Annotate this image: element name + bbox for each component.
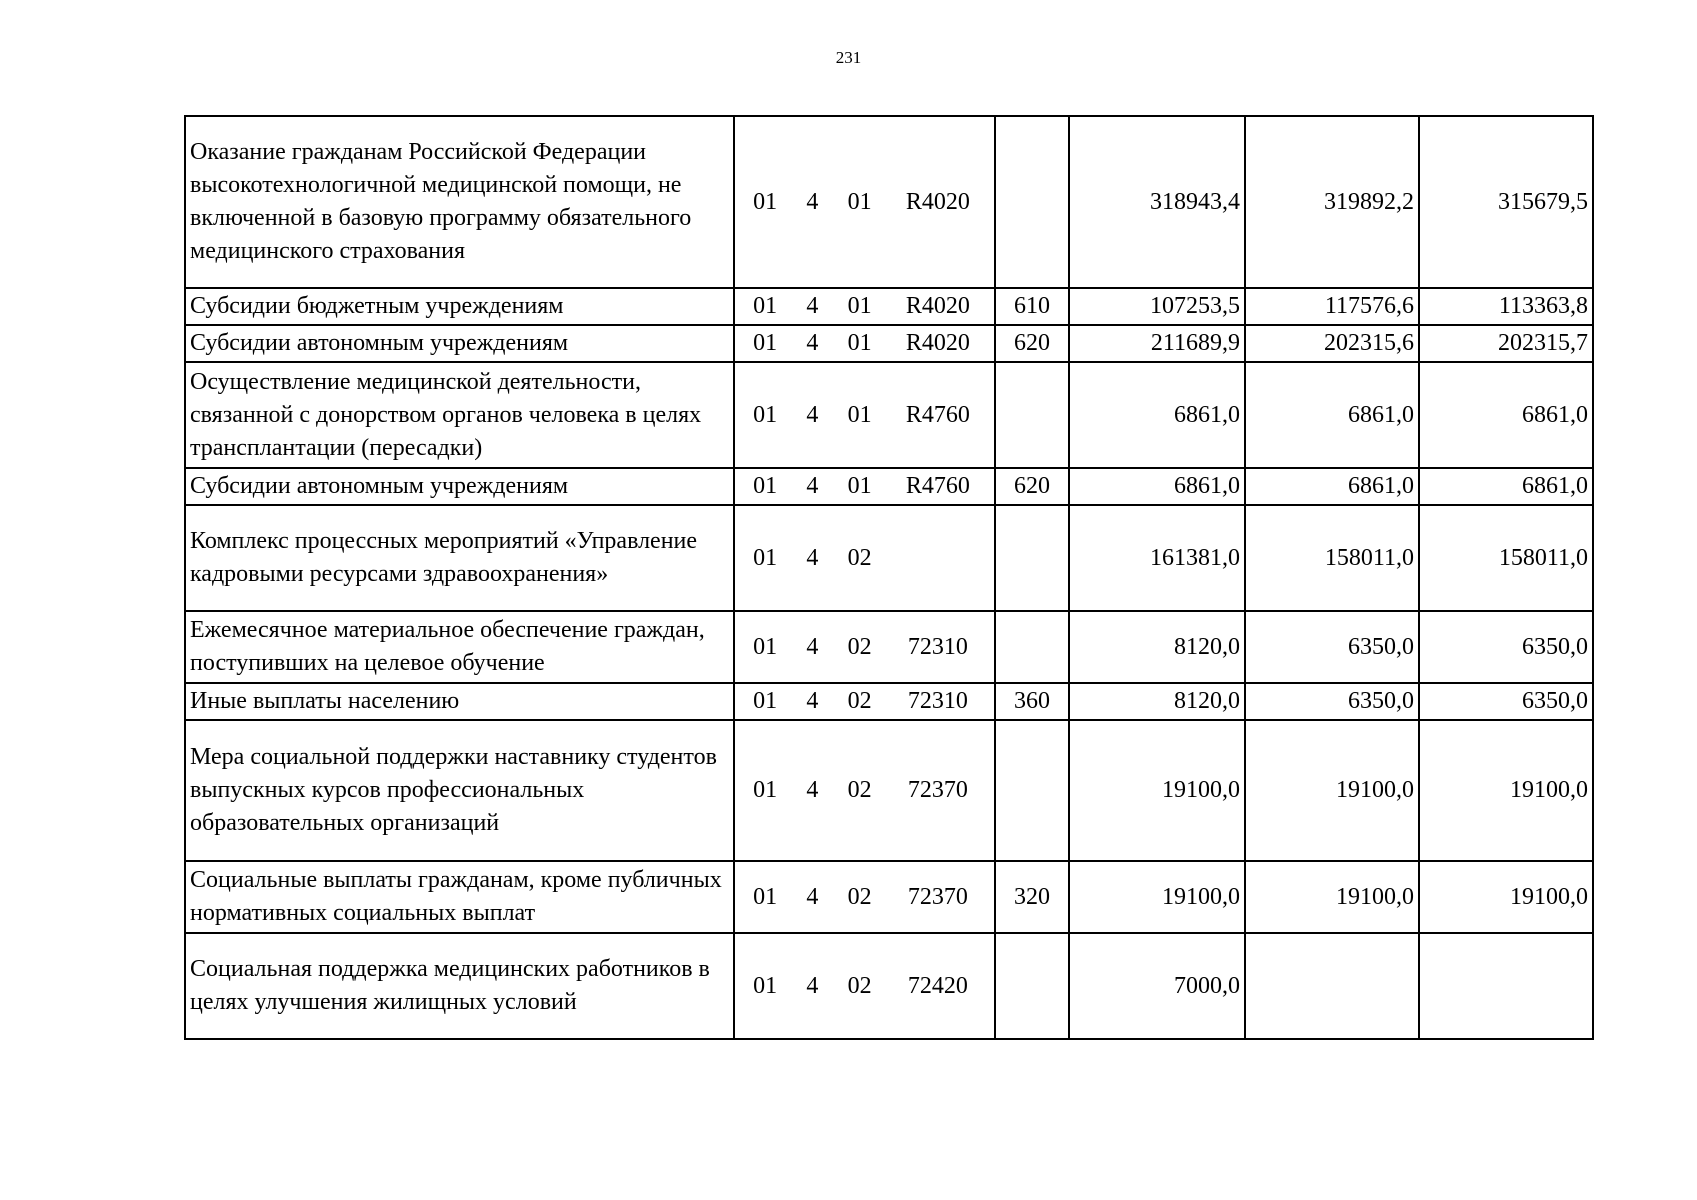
main-event-code: 02 bbox=[847, 633, 872, 660]
row-code-cell bbox=[734, 933, 995, 1039]
amount-year3-cell bbox=[1419, 933, 1593, 1039]
main-event-code: 02 bbox=[847, 972, 872, 999]
expense-type-cell: 620 bbox=[995, 325, 1069, 362]
budget-table bbox=[184, 115, 1594, 1040]
amount-year2-cell: 319892,2 bbox=[1245, 116, 1419, 288]
row-name-cell: Иные выплаты населению bbox=[185, 683, 734, 720]
table-row bbox=[185, 362, 1593, 468]
subprogram-code: 4 bbox=[806, 401, 819, 428]
amount-year1-cell: 6861,0 bbox=[1069, 362, 1245, 468]
amount-year3-cell: 6861,0 bbox=[1419, 362, 1593, 468]
main-event-code: 02 bbox=[847, 777, 872, 803]
main-event-code: 02 bbox=[847, 544, 872, 571]
row-name-cell: Мера социальной поддержки наставнику студентов выпускных курсов профессиональных образовательных организаций bbox=[185, 720, 734, 861]
amount-year2-cell: 6861,0 bbox=[1245, 362, 1419, 468]
amount-year2-cell: 19100,0 bbox=[1245, 720, 1419, 861]
main-event-code: 01 bbox=[847, 330, 872, 356]
program-code: 01 bbox=[753, 633, 778, 660]
program-code: 01 bbox=[753, 401, 778, 428]
main-event-code: 02 bbox=[847, 688, 872, 714]
program-code: 01 bbox=[753, 544, 778, 571]
subprogram-code: 4 bbox=[806, 972, 819, 999]
amount-year2-cell: 6350,0 bbox=[1245, 611, 1419, 683]
amount-year3-cell: 6350,0 bbox=[1419, 683, 1593, 720]
subprogram-code: 4 bbox=[806, 688, 819, 714]
expense-type-cell bbox=[995, 611, 1069, 683]
program-code: 01 bbox=[753, 293, 778, 319]
amount-year3-cell: 113363,8 bbox=[1419, 288, 1593, 325]
program-code: 01 bbox=[753, 688, 778, 714]
expense-type-cell: 320 bbox=[995, 861, 1069, 933]
program-code: 01 bbox=[753, 883, 778, 910]
expense-type-cell bbox=[995, 505, 1069, 611]
direction-code: 72310 bbox=[907, 633, 968, 660]
row-code-cell bbox=[734, 288, 995, 325]
expense-type-cell bbox=[995, 362, 1069, 468]
program-code: 01 bbox=[753, 473, 778, 499]
row-code-cell bbox=[734, 683, 995, 720]
amount-year2-cell: 19100,0 bbox=[1245, 861, 1419, 933]
table-row bbox=[185, 116, 1593, 288]
row-name-cell: Ежемесячное материальное обеспечение граждан, поступивших на целевое обучение bbox=[185, 611, 734, 683]
table-row bbox=[185, 933, 1593, 1039]
expense-type-cell bbox=[995, 116, 1069, 288]
direction-code: 72420 bbox=[907, 972, 968, 999]
amount-year1-cell: 318943,4 bbox=[1069, 116, 1245, 288]
amount-year1-cell: 211689,9 bbox=[1069, 325, 1245, 362]
row-name-cell: Субсидии автономным учреждениям bbox=[185, 468, 734, 505]
amount-year2-cell: 158011,0 bbox=[1245, 505, 1419, 611]
row-name-cell: Оказание гражданам Российской Федерации высокотехнологичной медицинской помощи, не включенной в базовую программу обязательного медицинского страхования bbox=[185, 116, 734, 288]
direction-code: 72370 bbox=[907, 777, 968, 803]
main-event-code: 01 bbox=[847, 293, 872, 319]
subprogram-code: 4 bbox=[806, 330, 819, 356]
expense-type-cell bbox=[995, 720, 1069, 861]
table-row bbox=[185, 325, 1593, 362]
page-number: 231 bbox=[835, 48, 862, 67]
main-event-code: 02 bbox=[847, 883, 872, 910]
amount-year1-cell: 7000,0 bbox=[1069, 933, 1245, 1039]
amount-year1-cell: 8120,0 bbox=[1069, 611, 1245, 683]
amount-year3-cell: 315679,5 bbox=[1419, 116, 1593, 288]
direction-code: 72370 bbox=[907, 883, 968, 910]
row-code-cell bbox=[734, 116, 995, 288]
amount-year2-cell: 202315,6 bbox=[1245, 325, 1419, 362]
row-name-cell: Социальная поддержка медицинских работников в целях улучшения жилищных условий bbox=[185, 933, 734, 1039]
amount-year3-cell: 6861,0 bbox=[1419, 468, 1593, 505]
expense-type-cell bbox=[995, 933, 1069, 1039]
table-row bbox=[185, 683, 1593, 720]
amount-year3-cell: 202315,7 bbox=[1419, 325, 1593, 362]
direction-code: R4760 bbox=[905, 473, 970, 499]
amount-year3-cell: 19100,0 bbox=[1419, 861, 1593, 933]
expense-type-cell: 360 bbox=[995, 683, 1069, 720]
amount-year2-cell bbox=[1245, 933, 1419, 1039]
amount-year1-cell: 19100,0 bbox=[1069, 720, 1245, 861]
expense-type-cell: 610 bbox=[995, 288, 1069, 325]
amount-year1-cell: 19100,0 bbox=[1069, 861, 1245, 933]
row-name-cell: Осуществление медицинской деятельности, связанной с донорством органов человека в целях трансплантации (пересадки) bbox=[185, 362, 734, 468]
row-name-cell: Субсидии бюджетным учреждениям bbox=[185, 288, 734, 325]
amount-year1-cell: 161381,0 bbox=[1069, 505, 1245, 611]
amount-year3-cell: 6350,0 bbox=[1419, 611, 1593, 683]
table-body bbox=[185, 116, 1593, 1039]
table-row bbox=[185, 505, 1593, 611]
direction-code: R4020 bbox=[905, 330, 970, 356]
row-code-cell bbox=[734, 720, 995, 861]
subprogram-code: 4 bbox=[806, 473, 819, 499]
row-code-cell bbox=[734, 861, 995, 933]
table-row bbox=[185, 288, 1593, 325]
row-code-cell bbox=[734, 611, 995, 683]
direction-code: R4020 bbox=[905, 188, 970, 215]
direction-code: R4760 bbox=[905, 401, 970, 428]
direction-code: R4020 bbox=[905, 293, 970, 319]
subprogram-code: 4 bbox=[806, 293, 819, 319]
subprogram-code: 4 bbox=[806, 544, 819, 571]
amount-year1-cell: 8120,0 bbox=[1069, 683, 1245, 720]
amount-year3-cell: 19100,0 bbox=[1419, 720, 1593, 861]
main-event-code: 01 bbox=[847, 401, 872, 428]
row-code-cell bbox=[734, 362, 995, 468]
program-code: 01 bbox=[753, 777, 778, 803]
subprogram-code: 4 bbox=[806, 633, 819, 660]
amount-year1-cell: 6861,0 bbox=[1069, 468, 1245, 505]
amount-year1-cell: 107253,5 bbox=[1069, 288, 1245, 325]
subprogram-code: 4 bbox=[806, 777, 819, 803]
amount-year2-cell: 117576,6 bbox=[1245, 288, 1419, 325]
direction-code: 72310 bbox=[907, 688, 968, 714]
main-event-code: 01 bbox=[847, 473, 872, 499]
table-row bbox=[185, 720, 1593, 861]
row-name-cell: Субсидии автономным учреждениям bbox=[185, 325, 734, 362]
amount-year2-cell: 6861,0 bbox=[1245, 468, 1419, 505]
row-code-cell bbox=[734, 505, 995, 611]
main-event-code: 01 bbox=[847, 188, 872, 215]
program-code: 01 bbox=[753, 972, 778, 999]
program-code: 01 bbox=[753, 330, 778, 356]
amount-year3-cell: 158011,0 bbox=[1419, 505, 1593, 611]
table-row bbox=[185, 611, 1593, 683]
row-code-cell bbox=[734, 325, 995, 362]
amount-year2-cell: 6350,0 bbox=[1245, 683, 1419, 720]
subprogram-code: 4 bbox=[806, 883, 819, 910]
subprogram-code: 4 bbox=[806, 188, 819, 215]
program-code: 01 bbox=[753, 188, 778, 215]
table-row bbox=[185, 861, 1593, 933]
expense-type-cell: 620 bbox=[995, 468, 1069, 505]
row-name-cell: Комплекс процессных мероприятий «Управление кадровыми ресурсами здравоохранения» bbox=[185, 505, 734, 611]
table-row bbox=[185, 468, 1593, 505]
row-name-cell: Социальные выплаты гражданам, кроме публичных нормативных социальных выплат bbox=[185, 861, 734, 933]
row-code-cell bbox=[734, 468, 995, 505]
